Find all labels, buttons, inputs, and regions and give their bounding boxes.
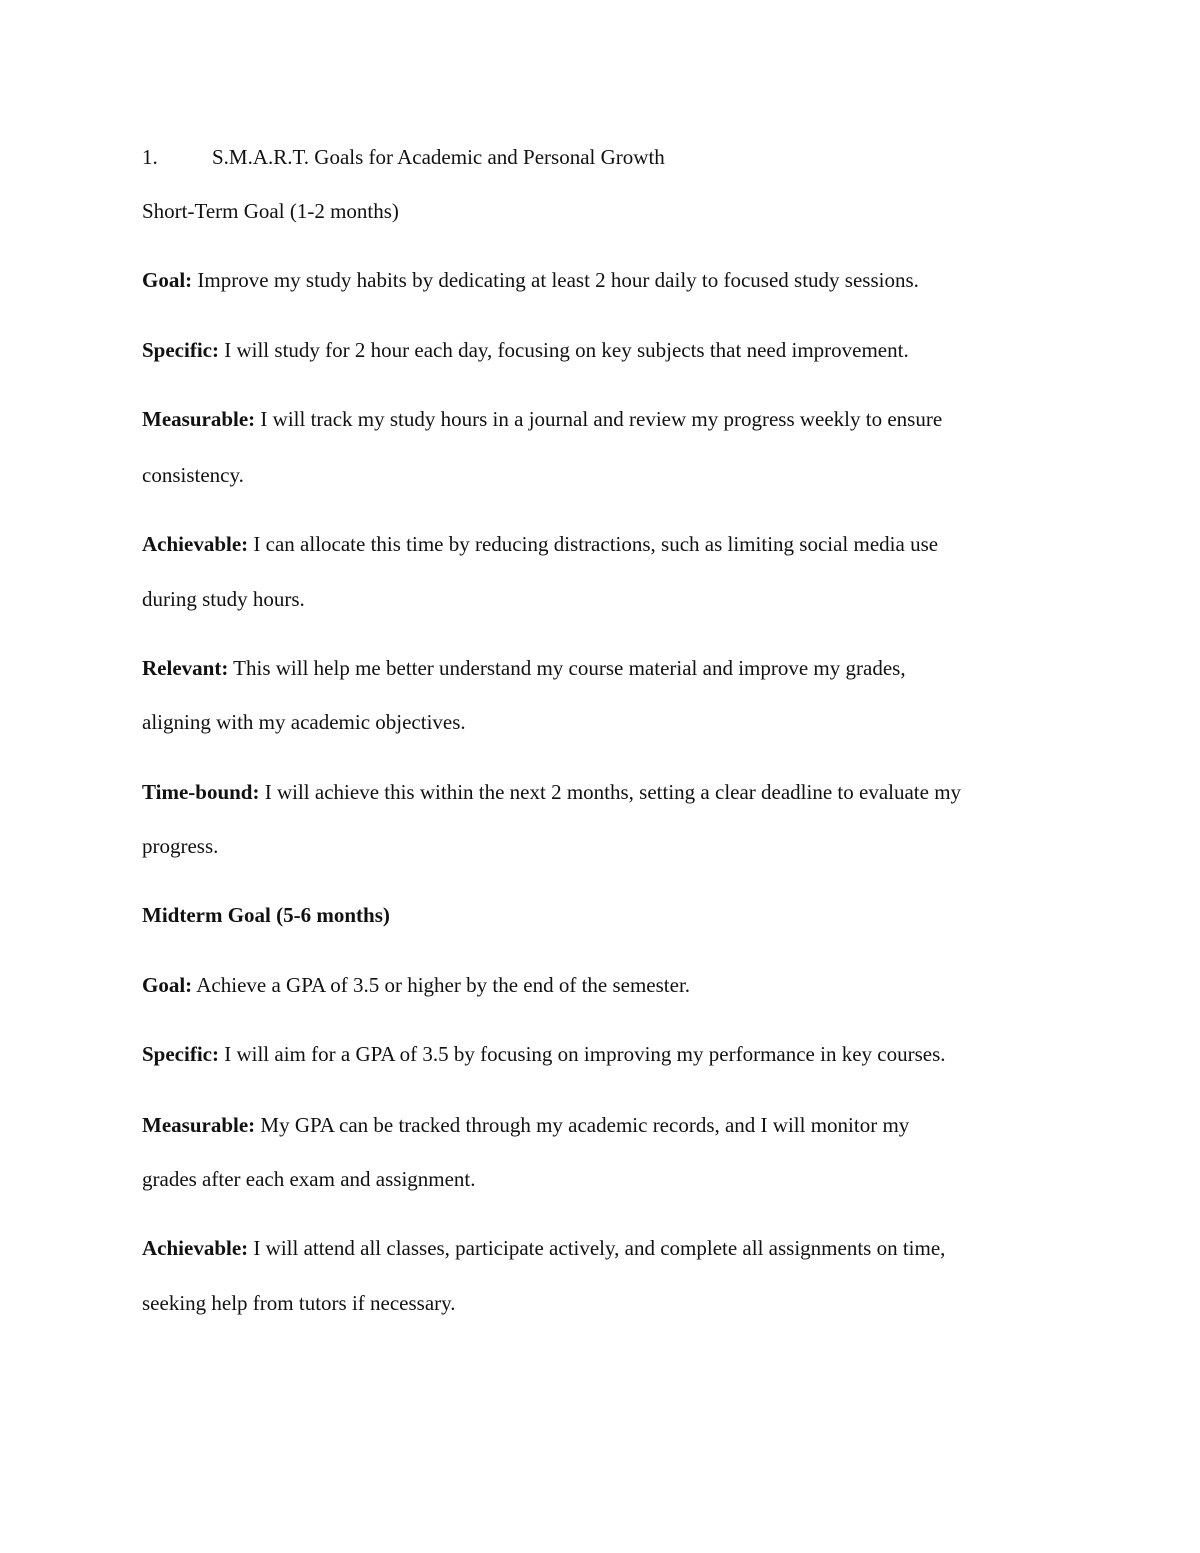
midterm-measurable	[142, 1113, 909, 1137]
text: I will aim for a GPA of 3.5 by focusing on improving my performance in key courses.	[218, 1042, 946, 1066]
text: I will achieve this within the next 2 months, setting a clear deadline to evaluate my	[259, 780, 962, 804]
label: Specific:	[142, 338, 219, 362]
midterm-specific	[142, 1042, 946, 1066]
section-number: 1.	[142, 145, 158, 169]
midterm-goal	[142, 973, 690, 997]
section-heading	[142, 145, 665, 169]
text: Achieve a GPA of 3.5 or higher by the end of the semester.	[192, 973, 691, 997]
short-term-relevant-cont: aligning with my academic objectives.	[142, 710, 466, 734]
short-term-specific	[142, 338, 909, 362]
text: Improve my study habits by dedicating at least 2 hour daily to focused study sessions.	[192, 268, 919, 292]
label: Achievable:	[142, 1236, 249, 1260]
short-term-achievable-cont: during study hours.	[142, 587, 305, 611]
midterm-achievable	[142, 1236, 945, 1260]
text: This will help me better understand my course material and improve my grades,	[228, 656, 906, 680]
short-term-goal	[142, 268, 919, 292]
midterm-measurable-cont: grades after each exam and assignment.	[142, 1167, 476, 1191]
label: Goal:	[142, 973, 193, 997]
short-term-relevant	[142, 656, 906, 680]
midterm-heading-text: Midterm Goal (5-6 months)	[142, 903, 390, 927]
midterm-achievable-cont: seeking help from tutors if necessary.	[142, 1291, 456, 1315]
short-term-measurable	[142, 407, 942, 431]
short-term-time-bound	[142, 780, 961, 804]
label: Measurable:	[142, 1113, 256, 1137]
text: I will track my study hours in a journal and review my progress weekly to ensure	[255, 407, 943, 431]
midterm-heading	[142, 903, 390, 927]
label: Achievable:	[142, 532, 249, 556]
label: Relevant:	[142, 656, 229, 680]
text: I will study for 2 hour each day, focusing on key subjects that need improvement.	[218, 338, 909, 362]
text: I can allocate this time by reducing distractions, such as limiting social media use	[248, 532, 939, 556]
short-term-measurable-cont: consistency.	[142, 463, 244, 487]
label: Goal:	[142, 268, 193, 292]
label: Specific:	[142, 1042, 219, 1066]
short-term-time-bound-cont: progress.	[142, 834, 219, 858]
text: My GPA can be tracked through my academic records, and I will monitor my	[255, 1113, 910, 1137]
label: Measurable:	[142, 407, 256, 431]
section-title: S.M.A.R.T. Goals for Academic and Personal Growth	[212, 145, 665, 169]
short-term-achievable	[142, 532, 938, 556]
text: I will attend all classes, participate actively, and complete all assignments on time,	[248, 1236, 946, 1260]
short-term-heading: Short-Term Goal (1-2 months)	[142, 199, 399, 223]
label: Time-bound:	[142, 780, 260, 804]
